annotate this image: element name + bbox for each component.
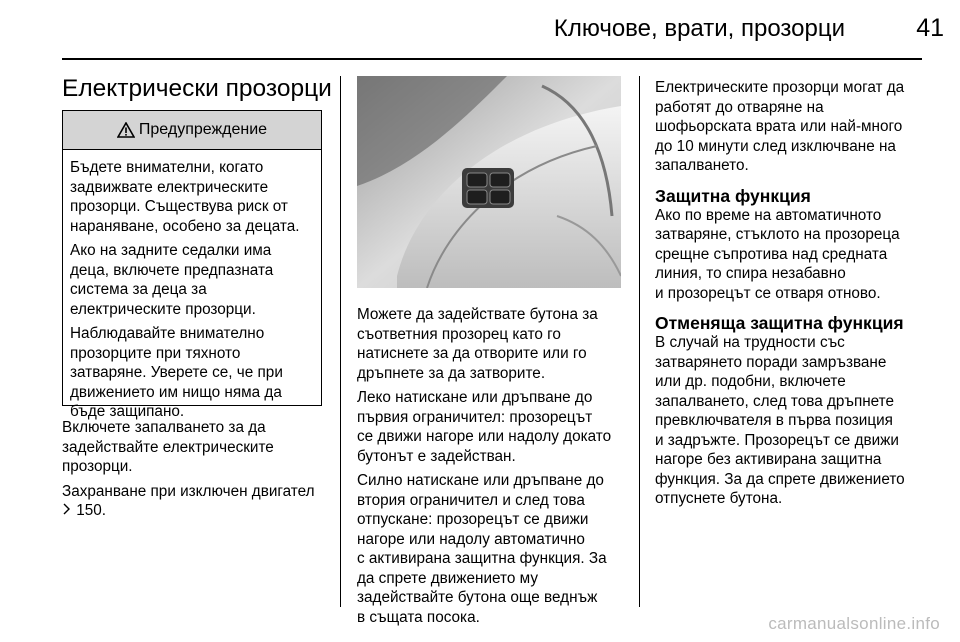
warning-box [62,110,322,420]
subheading-override-protection-function: Отменяща защитна функция [655,313,904,333]
warning-triangle-icon [117,122,135,138]
column-divider [340,76,341,607]
header-rule [62,58,922,60]
column-1-text [62,418,334,526]
warning-paragraph: Бъдете внимателни, когато задвижвате електрическите прозорци. Съществува риск от нараняване, особено за децата. [70,159,300,235]
subheading-protection-function: Защитна функция [655,185,811,206]
warning-title: Предупреждение [138,121,268,138]
warning-header [63,111,321,150]
door-window-switch-photo [357,76,621,288]
column-divider [639,76,640,607]
watermark: carmanualsonline.info [768,614,940,633]
paragraph: В случай на трудности със затварянето поради замръзване или др. подобни, включете запалването, след това дръпнете превключвателя в първа позиция и задръжте. Прозорецът се движи нагоре без активирана защитна функция. За да спрете движението отпуснете бутона. [655,334,905,507]
running-header-title: Ключове, врати, прозорци [553,15,845,42]
column-3-text [655,78,945,514]
paragraph: Можете да задействате бутона за съответния прозорец като го натиснете за да отворите или го дръпнете за да затворите. [357,306,598,382]
warning-paragraph: Ако на задните седалки има деца, включете предпазната система за деца за електрическите прозорци. [70,242,274,318]
section-title: Електрически прозорци [62,75,332,102]
paragraph: Ако по време на автоматичното затваряне, стъклото на прозореца срещне съпротива над средната линия, то спира незабавно и прозорецът се отваря отново. [655,206,900,302]
paragraph: Електрическите прозорци могат да работят до отваряне на шофьорската врата или най-много до 10 минути след изключване на запалването. [655,79,905,174]
paragraph: Включете запалването за да задействайте електрическите прозорци. [62,419,274,475]
page-reference-link[interactable]: 150. [76,502,107,519]
paragraph: Леко натискане или дръпване до първия ограничител: прозорецът се движи нагоре или надолу докато бутонът е задействан. [357,389,612,465]
column-2-text [357,305,635,632]
paragraph-text: Захранване при изключен двигател [62,482,315,500]
paragraph [62,482,334,521]
paragraph: Силно натискане или дръпване до втория ограничител и след това отпускане: прозорецът се движи нагоре или надолу автоматично с активирана защитна функция. За да спрете движението му задействайте бутона още веднъж в същата посока. [357,472,607,626]
page-number: 41 [916,14,944,42]
arrow-reference-icon [62,501,72,521]
warning-paragraph: Наблюдавайте внимателно прозорците при тяхното затваряне. Уверете се, че при движението им нищо няма да бъде защипано. [70,325,283,420]
